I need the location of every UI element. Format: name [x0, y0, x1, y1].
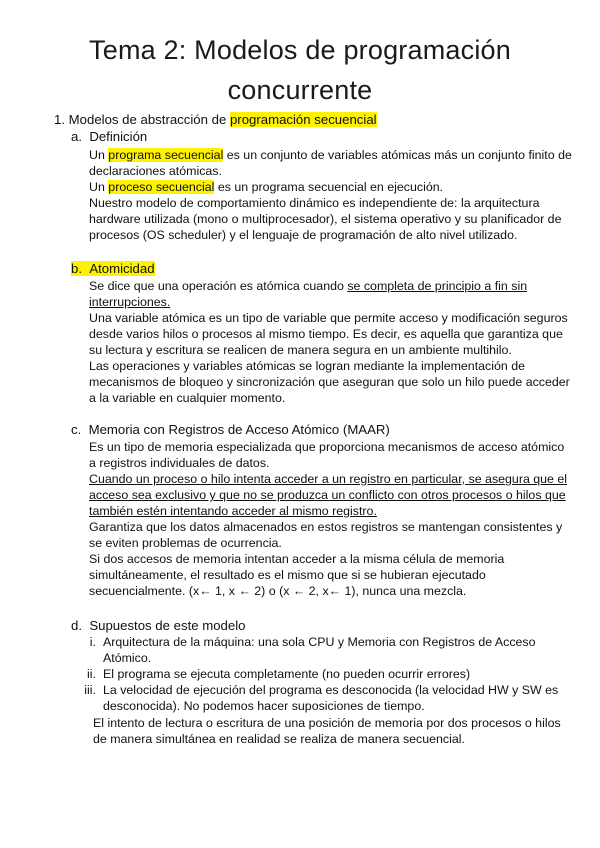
- d-item-1-line-2: Atómico.: [103, 651, 152, 665]
- subsection-c-title: Memoria con Registros de Acceso Atómico (MAAR): [88, 422, 390, 437]
- b-line-5: su lectura y escritura se realicen de manera segura en un ambiente multihilo.: [89, 343, 512, 357]
- a-line-4: Nuestro modelo de comportamiento dinámico es independiente de: la arquitectura: [89, 196, 540, 210]
- a-line-2: declaraciones atómicas.: [89, 164, 222, 178]
- b-line-4: desde varios hilos o procesos al mismo tiempo. Es decir, es aquella que garantiza que: [89, 327, 563, 341]
- b-line-1-underlined: se completa de principio a fin sin: [347, 279, 528, 293]
- b-line-6: Las operaciones y variables atómicas se logran mediante la implementación de: [89, 359, 525, 373]
- a-line-6: procesos (OS scheduler) y el lenguaje de programación de alto nivel utilizado.: [89, 228, 518, 242]
- c-line-9: simultáneamente, el resultado es el mismo que si se hubieran ejecutado: [89, 568, 486, 582]
- d-item-2-number: ii.: [87, 667, 96, 681]
- section-1-highlight: programación secuencial: [229, 112, 377, 127]
- a-line-5: hardware utilizada (mono o multiprocesador), el sistema operativo y su planificador de: [89, 212, 562, 226]
- c-line-2: a registros individuales de datos.: [89, 456, 270, 470]
- a-line-3-highlight: proceso secuencial: [108, 180, 215, 194]
- subsection-b-title: Atomicidad: [89, 261, 155, 276]
- a-line-1: [89, 147, 572, 163]
- d-item-2-line-1: El programa se ejecuta completamente (no pueden ocurrir errores): [103, 667, 471, 681]
- b-line-3: Una variable atómica es un tipo de variable que permite acceso y modificación seguros: [89, 311, 568, 325]
- b-line-8: a la variable en cualquier momento.: [89, 391, 286, 405]
- subsection-d-letter: d.: [71, 618, 82, 633]
- d-paragraph-line-1: El intento de lectura o escritura de una posición de memoria por dos procesos o hilos: [93, 716, 561, 730]
- d-paragraph-line-2: de manera simultánea en realidad se realiza de manera secuencial.: [93, 732, 465, 746]
- c-line-6: Garantiza que los datos almacenados en estos registros se mantengan consistentes y: [89, 520, 563, 534]
- subsection-b-letter: b.: [71, 261, 82, 276]
- b-line-2: interrupciones.: [89, 295, 171, 309]
- c-line-10: secuencialmente. (x← 1, x ← 2) o (x ← 2, x← 1), nunca una mezcla.: [89, 584, 467, 598]
- b-line-1-pre: Se dice que una operación es atómica cuando: [89, 279, 344, 293]
- a-line-3-post: es un programa secuencial en ejecución.: [217, 180, 444, 194]
- document-title-line-1: Tema 2: Modelos de programación: [89, 35, 511, 65]
- section-1-heading: [54, 112, 377, 128]
- subsection-b-heading: [71, 261, 155, 277]
- subsection-d-heading: [71, 618, 246, 634]
- c-line-1: Es un tipo de memoria especializada que proporciona mecanismos de acceso atómico: [89, 440, 565, 454]
- d-item-1-number: i.: [89, 635, 96, 649]
- a-line-3-pre: Un: [89, 180, 105, 194]
- c-line-3: Cuando un proceso o hilo intenta acceder a un registro en particular, se asegura que el: [89, 472, 568, 486]
- d-item-1-line-1: Arquitectura de la máquina: una sola CPU y Memoria con Registros de Acceso: [103, 635, 536, 649]
- subsection-b-highlight: [71, 261, 155, 276]
- section-1-number: 1.: [54, 112, 65, 127]
- subsection-c-heading: [71, 422, 390, 438]
- subsection-c-letter: c.: [71, 422, 82, 437]
- b-line-7: mecanismos de bloqueo y sincronización que aseguran que solo un hilo puede acceder: [89, 375, 570, 389]
- subsection-d-title: Supuestos de este modelo: [89, 618, 246, 633]
- subsection-a-title: Definición: [89, 129, 148, 144]
- c-line-7: se eviten problemas de ocurrencia.: [89, 536, 282, 550]
- b-line-1: [89, 278, 527, 294]
- d-item-3-line-2: desconocida). No podemos hacer suposiciones de tiempo.: [103, 699, 425, 713]
- a-line-3: [89, 179, 443, 195]
- section-1-text: Modelos de abstracción de: [68, 112, 227, 127]
- document-title-line-2: concurrente: [227, 75, 373, 105]
- d-item-3-number: iii.: [84, 683, 96, 697]
- d-item-3-line-1: La velocidad de ejecución del programa es desconocida (la velocidad HW y SW es: [103, 683, 559, 697]
- a-line-1-pre: Un: [89, 148, 105, 162]
- a-line-1-post: es un conjunto de variables atómicas más un conjunto finito de: [226, 148, 572, 162]
- c-line-5: también estén intentando acceder al mismo registro.: [89, 504, 377, 518]
- subsection-a-letter: a.: [71, 129, 82, 144]
- a-line-1-highlight: programa secuencial: [108, 148, 224, 162]
- c-line-8: Si dos accesos de memoria intentan acceder a la misma célula de memoria: [89, 552, 505, 566]
- c-line-4: acceso sea exclusivo y que no se produzca un conflicto con otros procesos o hilos que: [89, 488, 566, 502]
- subsection-a-heading: [71, 129, 147, 145]
